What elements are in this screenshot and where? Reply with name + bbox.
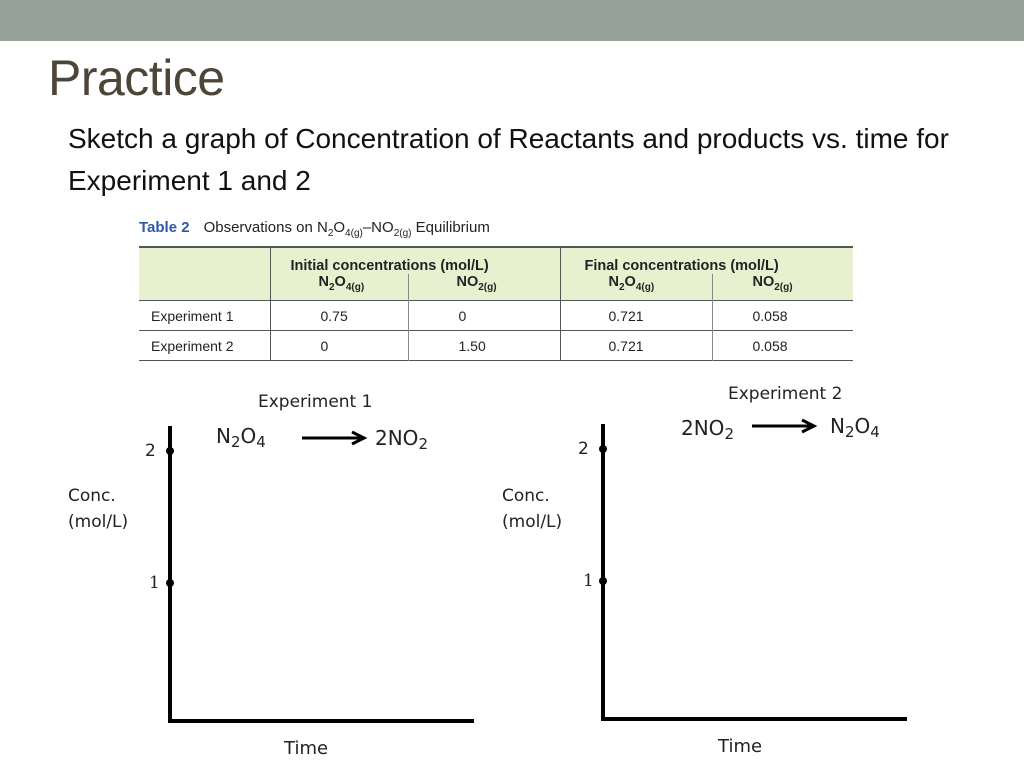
header-final-no2: $NO_{2(g)}$	[712, 274, 853, 301]
graph1-reactant: $N_2O_4$	[216, 424, 266, 451]
graph1-xlabel: Time	[284, 738, 329, 759]
header-initial: Initial concentrations (mol/L)	[270, 247, 560, 274]
table-label: Table 2	[139, 219, 190, 236]
graph2-title: Experiment 2	[728, 384, 843, 404]
graph1-tick-1	[166, 579, 174, 587]
header-final-n2o4: $N_2O_{4(g)}$	[560, 274, 712, 301]
cell-init-n2o4: 0.75	[270, 301, 408, 331]
cell-final-n2o4: 0.721	[560, 301, 712, 331]
graph1-title: Experiment 1	[258, 392, 373, 412]
cell-final-n2o4: 0.721	[560, 331, 712, 361]
graph2-reactant: $2NO_2$	[681, 416, 734, 443]
header-init-n2o4: $N_2O_{4(g)}$	[270, 274, 408, 301]
graph1-reaction-arrow	[300, 430, 370, 446]
graph1-tick-2	[166, 447, 174, 455]
cell-final-no2: 0.058	[712, 301, 853, 331]
slide-subtitle: Sketch a graph of Concentration of Reactants and products vs. time for Experiment 1 and 2	[68, 123, 949, 196]
graph2-tick-label-1: 1	[583, 571, 594, 591]
graph2-reaction-arrow	[750, 418, 820, 434]
header-blank	[139, 247, 270, 274]
header-blank-2	[139, 274, 270, 301]
header-init-no2: $NO_{2(g)}$	[408, 274, 560, 301]
cell-final-no2: 0.058	[712, 331, 853, 361]
graph2-ylabel-1: Conc.	[502, 486, 550, 506]
graph1-tick-label-2: 2	[145, 441, 156, 461]
caption-prefix: Observations on N	[203, 219, 328, 236]
observations-table	[139, 246, 853, 361]
table-row	[139, 331, 853, 361]
graph1-tick-label-1: 1	[149, 573, 160, 593]
graph2-xlabel: Time	[718, 736, 763, 757]
slide-title: Practice	[48, 50, 225, 106]
table-caption: Table 2 Observations on $N_2O_{4(g)}-NO_{2(g)}$ Equilibrium	[139, 219, 490, 239]
header-final: Final concentrations (mol/L)	[560, 247, 853, 274]
table-row	[139, 301, 853, 331]
graph2-product: $N_2O_4$	[830, 414, 880, 441]
row-name: Experiment 2	[151, 337, 234, 354]
cell-init-no2: 1.50	[408, 331, 560, 361]
graph2-y-axis	[601, 424, 605, 720]
cell-init-n2o4: 0	[270, 331, 408, 361]
graph2-tick-2	[599, 445, 607, 453]
caption-suffix: Equilibrium	[415, 219, 490, 236]
row-name: Experiment 1	[151, 307, 234, 324]
top-accent-bar	[0, 0, 1024, 41]
graph1-y-axis	[168, 426, 172, 722]
graph2-x-axis	[601, 717, 907, 721]
graph1-ylabel-1: Conc.	[68, 486, 116, 506]
graph2-tick-label-2: 2	[578, 439, 589, 459]
graph1-ylabel-2: (mol/L)	[68, 512, 129, 532]
cell-init-no2: 0	[408, 301, 560, 331]
graph2-ylabel-2: (mol/L)	[502, 512, 563, 532]
graph1-product: $2NO_2$	[375, 426, 428, 453]
graph2-tick-1	[599, 577, 607, 585]
graph1-x-axis	[168, 719, 474, 723]
